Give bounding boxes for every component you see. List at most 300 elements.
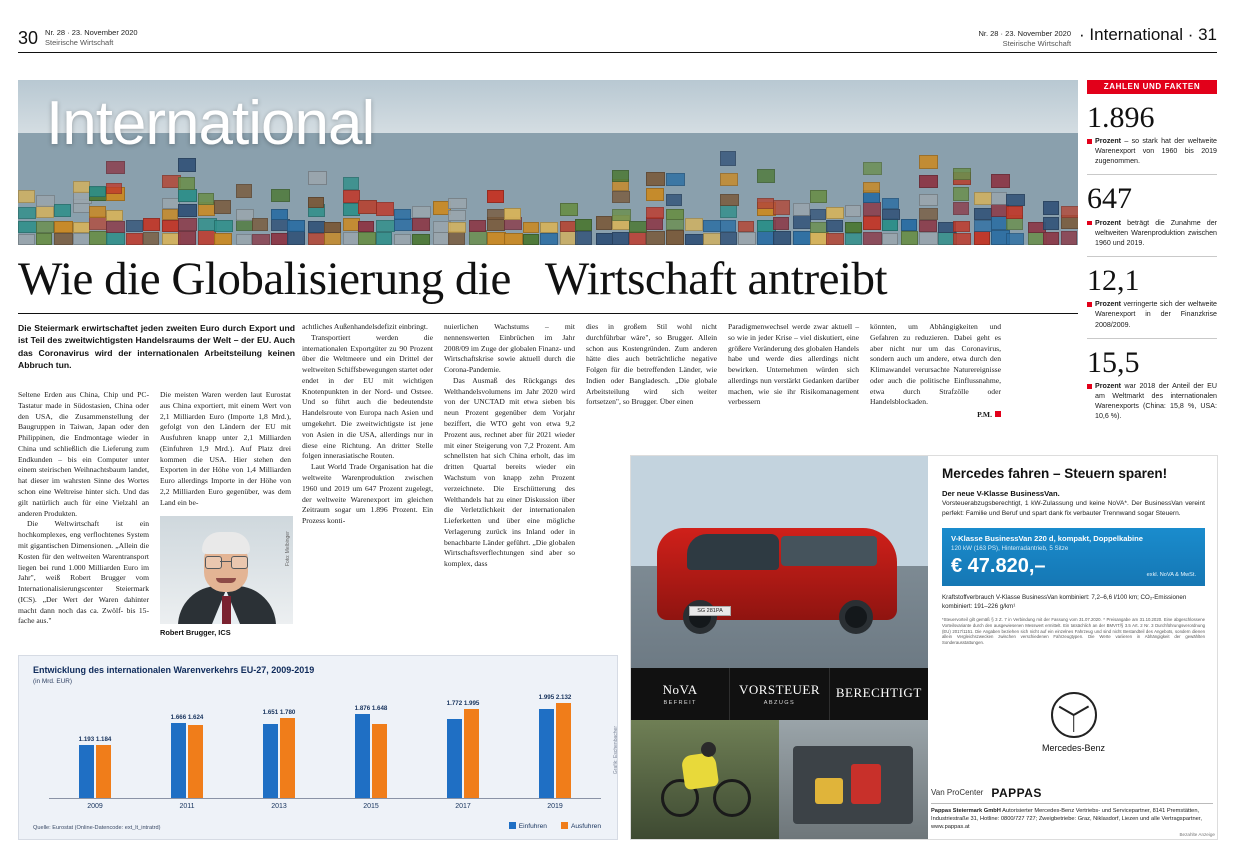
fact-text [1087,136,1217,166]
shipping-container [376,202,394,216]
shipping-container [685,218,703,231]
shipping-container [974,192,993,204]
shipping-container [73,222,90,233]
chart-bar-group [79,745,111,798]
shipping-container [18,234,35,245]
x-axis-label: 2011 [179,803,195,810]
shipping-container [412,234,429,245]
license-plate: SG 281PA [689,606,731,616]
ad-consumption-info: Kraftstoffverbrauch V-Klasse BusinessVan kombiniert: 7,2–6,6 l/100 km; CO₂-Emissionen kombiniert: 191–226 g/km¹ [942,594,1187,610]
ad-price-box [942,528,1205,586]
ad-price-spec: 120 kW (163 PS), Hinterradantrieb, 5 Sitze [951,545,1069,553]
shipping-container [162,220,179,232]
bicycle-wheel-rear [713,779,751,817]
paragraph: achtliches Außenhandelsdefizit einbringt. [302,322,428,331]
paragraph: könnten, um Abhängigkeiten und Gefahren zu reduzieren. Dabei geht es aber nicht nur um das Coronavirus, sondern auch um andere, etwa durch den Klimawandel verursachte Naturereignisse oder auch die politische Einflussnahme, etwa durch Strafzölle oder Handelsblockaden. [870,322,1001,407]
chart-bar-group [539,703,571,798]
bar-ausfuhren [188,725,203,798]
shipping-container [540,233,557,245]
shipping-container [343,177,359,190]
fact-number: 12,1 [1087,263,1140,297]
lead-paragraph: Die Steiermark erwirtschaftet jeden zweiten Euro durch Export und ist Teil des zweitwichtigsten Handelsraums der Welt – der EU. Auch das Coronavirus wird der internationalen Arbeitsteilung keinen Abbruch tun. [18,323,295,371]
bar-ausfuhren [96,745,111,798]
fact-label: Prozent [1095,137,1122,145]
shipping-container [308,233,325,245]
glasses-left-icon [205,556,222,569]
shipping-container [178,218,197,231]
fact-description: verringerte sich der weltweite Warenexport in der Finanzkrise 2008/2009. [1095,300,1217,329]
shipping-container [54,221,73,232]
shipping-container [953,233,972,245]
shipping-container [448,198,466,209]
shipping-container [214,220,233,232]
ad-copy [928,456,1217,839]
shipping-container [793,231,811,245]
shipping-container [343,232,359,245]
shipping-container [919,232,937,245]
shipping-container [18,190,35,203]
fact-label: Prozent [1095,218,1122,227]
shipping-container [106,183,122,195]
shipping-container [394,234,411,245]
shipping-container [974,231,990,245]
shipping-container [523,222,539,233]
publication-line-left: Steirische Wirtschaft [45,38,114,48]
ad-price-title: V-Klasse BusinessVan 220 d, kompakt, Doppelkabine [951,534,1144,544]
shipping-container [720,194,739,206]
bar-einfuhren [355,714,370,798]
shipping-container [612,170,629,182]
shipping-container [901,231,918,245]
shipping-container [773,231,791,245]
chart-bar-group [171,723,203,798]
body-column-5 [586,322,717,408]
shipping-container [953,221,971,233]
badge-vorsteuer [730,668,829,720]
shipping-container [308,197,324,208]
shipping-container [448,231,464,245]
paragraph: Das Ausmaß des Rückgangs des Welthandelsvolumens im Jahr 2020 wird von der UNCTAD mit etwa sieben bis neun Prozent gegenüber dem Vorjahr beziffert, die WTO geht von etwa 9,2 Prozent aus, rechnet aber für 2021 wieder mit einer Steigerung von 7,2 Prozent. Am schnellsten hat sich China erholt, das im dritten Quartal bereits wieder ein Wachstum von knapp zehn Prozent verzeichnete. Die Erschütterung des Welthandels hat zu einer Diskussion über die Verletzlichkeit der internationalen Lieferketten und über eine mögliche Verlagerung zurück ins Inland oder in benachbarte Länder geführt. „Die globalen Wirtschaftsverflechtungen sind aber so komplex, dass [444,375,575,569]
shipping-container [540,222,558,233]
ad-body-text: Vorsteuerabzugsberechtigt, 1 kW-Zulassung und keine NoVA*. Der BusinessVan vereint perfekt: Familie und Beruf und spart dank fix verbauter Trennwand sogar Steuern. [942,500,1205,517]
shipping-container [271,189,290,202]
chart-source: Quelle: Eurostat (Online-Datencode: ext_lt_intratrd) [33,825,161,831]
shipping-container [178,158,195,172]
ad-price-value: € 47.820,– [951,555,1046,578]
shipping-container [575,231,592,245]
page-title [18,252,1078,306]
publication-line-right: Steirische Wirtschaft [1002,39,1072,49]
shipping-container [236,219,254,232]
section-label-right: · International · 31 [1079,25,1217,44]
ad-credit: Bezahlte Anzeige [1179,832,1215,837]
shipping-container [773,217,789,231]
facts-box [1087,80,1217,421]
shipping-container [343,190,359,203]
shipping-container [504,208,520,220]
shipping-container [487,209,504,220]
paragraph: dies in großem Stil wohl nicht durchführbar wäre", so Brugger. Allein schon aus Kostengründen. Zum anderen hätte dies auch beträchtliche negative Folgen für die betreffenden Länder, wie Indien oder Bangladesch. „Die globale Arbeitsteilung wird sich weiter fortsetzen", so Brugger. Über einen [586,322,717,407]
portrait-hair [202,532,250,554]
ad-cargo-photo [779,720,928,839]
badge-title: NoVA [662,682,698,697]
shipping-container [991,192,1007,204]
shipping-container [469,230,487,245]
glasses-bridge-icon [220,561,231,562]
shipping-container [143,218,160,231]
yellow-case [815,778,843,804]
body-column-6 [728,322,859,408]
shipping-container [448,222,465,233]
shipping-container [106,161,124,174]
paragraph: Die meisten Waren werden laut Eurostat aus China exportiert, mit einem Wert von 2,1 Milliarden Euro (Importe 1,8 Mrd.), gefolgt von den Ländern der EU mit Ausfuhren knapp unter 2,1 Milliarden (Einfuhren 1,9 Mrd.). Auf Platz drei kommen die USA. Hier stehen den Exporten in der Höhe von 1,4 Milliarden Euro allerdings Importe in der Höhe von 2,2 Milliarden Euro gegenüber, was dem Land ein be- [160,390,291,507]
shipping-container [198,193,214,205]
shipping-container [178,189,197,202]
portrait-photo [160,516,293,624]
dealer-brands [931,786,1213,804]
body-column-7 [870,322,1001,421]
shipping-container [882,198,900,209]
bar-einfuhren [79,745,94,798]
glasses-right-icon [231,556,248,569]
shipping-container [487,190,504,203]
bar-value-label: 1.876 1.648 [354,705,388,712]
paragraph: Transportiert werden die internationalen Exportgüter zu 90 Prozent über die Weltmeere und ein Drittel der weltweiten Schiffsbewegungen startet oder endet in der EU mit wichtigen Knotenpunkten in der Nord- und Ostsee. Und so führt auch die bedeutendste Handelsroute von Europa nach Asien und umgekehrt. Die zweitwichtigste ist jene von Asien in die USA, allerdings nur in diese eine Richtung. An dritter Stelle folgen innerasiatische Routen. [302,332,433,461]
fact-text [1087,299,1217,329]
shipping-container [953,168,971,180]
bar-value-label: 1.651 1.780 [262,709,296,717]
legend-entry-export [561,822,601,830]
bar-value-label: 1.995 2.132 [538,693,572,701]
hero-image [18,80,1078,245]
x-axis-label: 2015 [363,803,379,810]
ad-vehicle-photo [631,456,928,668]
folio-left: 30 [18,28,39,48]
shipping-container [126,233,143,245]
fact-label: Prozent [1095,382,1122,391]
badge-title: VORSTEUER [738,682,821,697]
shipping-container [845,222,862,233]
shipping-container [126,220,143,232]
shipping-container [685,234,704,245]
body-column-2 [160,390,291,509]
shipping-container [412,206,430,218]
ad-cyclist-photo [631,720,779,839]
van-windshield [687,534,779,570]
badge-title: BERECHTIGT [835,685,922,700]
legend-swatch-export-icon [561,822,568,829]
shipping-container [178,231,195,245]
x-axis-label: 2013 [271,803,287,810]
shipping-container [236,234,252,245]
hero-title: International [46,89,375,158]
ad-price-note: exkl. NoVA & MwSt. [1146,572,1196,579]
shipping-container [646,231,665,245]
paragraph: Die Weltwirtschaft ist ein hochkomplexes, eng verflochtenes System mit gigantischen Dimensionen. „Allein die Kosten für den weltweiten Warentransport liegen bei rund 1.000 Milliarden Euro im Jahr", weiß Robert Brugger vom Internationalisierungscenter Steiermark (ICS). „Der Wert der Waren dahinter macht dann noch das ca. Zwölf- bis 15-fache aus." [18,519,149,626]
shipping-container [646,172,665,186]
red-toolbox [851,764,881,804]
shipping-container [394,209,410,220]
shipping-container [629,221,647,232]
shipping-container [308,221,325,232]
bar-einfuhren [539,709,554,798]
shipping-container [287,230,305,245]
badge-subtitle: BEFREIT [663,700,697,706]
shipping-container [54,204,71,217]
fact-item [1087,175,1217,248]
shipping-container [287,220,305,232]
advertisement[interactable] [630,455,1218,840]
fact-description: beträgt die Zunahme der weltweiten Warenproduktion zwischen 1960 und 2019. [1095,218,1217,247]
facts-box-header: ZAHLEN UND FAKTEN [1087,80,1217,94]
shipping-container [720,205,737,218]
chart-credit: Grafik: Eschenbacher [613,726,619,775]
portrait-mouth [216,578,236,583]
shipping-container [974,220,992,232]
shipping-container [252,234,270,246]
shipping-container [448,210,465,221]
shipping-container [863,202,881,216]
shipping-container [308,171,327,185]
shipping-container [901,219,917,232]
author-signature: P.M. [977,410,992,420]
body-column-3 [302,322,433,527]
chart-bar-group [355,714,387,798]
headline-rule [18,313,1078,314]
running-head-right [978,25,1217,49]
badge-nova [631,668,730,720]
shipping-container [358,232,376,245]
bar-ausfuhren [464,709,479,798]
shipping-container [73,181,90,193]
shipping-container [793,215,810,230]
x-axis-label: 2017 [455,803,471,810]
shipping-container [810,190,827,203]
shipping-container [358,200,376,214]
shipping-container [1006,194,1024,206]
shipping-container [54,233,72,245]
shipping-container [863,162,882,175]
shipping-container [826,220,842,232]
shipping-container [358,221,374,233]
mercedes-logo-block [928,692,1218,753]
shipping-container [826,233,844,245]
bar-value-label: 1.666 1.624 [170,714,204,722]
shipping-container [36,233,52,245]
shipping-container [882,209,900,220]
paragraph: nuierlichen Wachstums – mit nennenswerten Einbrüchen im Jahr 2008/09 im Zuge der globalen Finanz- und Wirtschaftskrise sowie aktuell durch die Corona-Pandemie. [444,322,575,375]
shipping-container [1043,201,1059,215]
ad-fine-print: *Steuervorteil gilt gemäß § 3 Z. 7 in Verbindung mit der Fassung vom 31.07.2020. * Preisangabe am 31.10.2020. Eine abgeschlossene Vorteilsvariante durch den ausgewiesenen Messwert ermittelt. Ein tatsächlich an der BMVIT/§ 3.5 Art. 2 Nr. 3 Durchführungsverordnung (EU) 2017/1151. Die Angaben beziehen sich nicht auf ein einzelnes Fahrzeug und sind nicht Bestandteil des Angebots, sondern dienen allein Vergleichszwecken zwischen verschiedenen Fahrzeugtypen. Die Werte variieren in Abhängigkeit der gewählten Sonderausstattungen. [942,617,1205,645]
x-axis-label: 2009 [87,803,103,810]
shipping-container [991,174,1009,187]
fact-description: war 2018 der Anteil der EU am Weltmarkt des internationalen Warenexports (China: 15,8 %, USA: 10,6 %). [1095,382,1217,421]
shipping-container [845,205,862,218]
shipping-container [596,216,613,230]
chart-legend [509,822,601,830]
issue-line-right: Nr. 28 · 23. November 2020 [978,29,1072,38]
shipping-container [757,169,775,183]
shipping-container [720,232,738,245]
dealer-name: Pappas Steiermark GmbH [931,807,1001,814]
shipping-container [863,182,880,194]
fact-number: 1.896 [1087,100,1155,134]
shipping-container [162,198,180,209]
shipping-container [1006,206,1023,218]
headline-part-1: Wie die Globalisierung die [18,253,511,305]
ad-badges [631,668,928,720]
x-axis-label: 2019 [547,803,563,810]
shipping-container [1043,232,1060,245]
shipping-container [504,233,523,245]
shipping-container [612,191,629,204]
shipping-container [703,233,721,245]
bar-value-label: 1.193 1.184 [78,735,112,743]
bar-einfuhren [171,723,186,798]
fact-item [1087,339,1217,422]
chart-bar-group [447,709,479,798]
shipping-container [1061,206,1078,218]
bar-einfuhren [263,724,278,798]
chart-plot-area [49,693,601,810]
legend-swatch-import-icon [509,822,516,829]
shipping-container [720,220,736,232]
shipping-container [1061,231,1078,245]
running-head-left [18,28,138,48]
shipping-container [271,233,289,245]
chart-subtitle: (in Mrd. EUR) [33,678,73,685]
shipping-container [863,216,881,230]
chart-figure [18,655,618,840]
shipping-container [89,186,106,197]
bar-ausfuhren [372,724,387,798]
dealer-details: Autorisierter Mercedes-Benz Vertriebs- und Servicepartner, 8141 Premstätten, Industriestraße 31, Hotline: 0800/727 727; Zweigbetriebe: Graz, Niklasdorf, Liezen und alle Vertragspartner, www.pappas.at [931,807,1202,830]
portrait-tie [222,596,231,624]
shipping-container [18,221,37,232]
shipping-container [89,206,106,218]
portrait-caption: Robert Brugger, ICS [160,628,231,637]
shipping-container [666,194,682,206]
running-head-left-text [45,28,138,48]
shipping-container [73,233,90,245]
paragraph: Laut World Trade Organisation hat die weltweite Warenproduktion zwischen 1960 und 2019 um 647 Prozent zugelegt, der weltweite Warenexport im gleichen Zeitraum sogar um 1.896 Prozent. Ein Prozess konti- [302,462,433,526]
shipping-container [919,220,936,232]
fact-text [1087,381,1217,421]
shipping-container [560,203,578,216]
shipping-container [646,188,664,202]
bar-ausfuhren [280,718,295,798]
shipping-container [666,209,684,220]
running-head-right-text [978,29,1071,49]
mercedes-brand-name: Mercedes-Benz [1041,743,1106,753]
shipping-container [974,208,992,220]
shipping-container [666,230,684,245]
shipping-container [324,222,341,233]
fact-item [1087,257,1217,330]
shipping-container [36,221,53,232]
shipping-container [376,232,392,245]
body-column-4 [444,322,575,570]
ad-headline: Mercedes fahren – Steuern sparen! [942,466,1168,481]
shipping-container [845,233,862,245]
shipping-container [487,232,505,245]
fact-number: 647 [1087,182,1132,216]
bar-ausfuhren [556,703,571,798]
shipping-container [271,209,288,220]
shipping-container [1043,217,1060,231]
bar-value-label: 1.772 1.995 [446,699,480,707]
shipping-container [106,210,122,221]
shipping-container [1006,233,1024,245]
shipping-container [612,209,630,220]
mercedes-star-icon [1051,692,1097,738]
badge-subtitle: ABZUGS [763,700,796,706]
shipping-container [575,219,592,232]
shipping-container [162,209,178,220]
shipping-container [18,207,36,219]
shipping-container [720,151,736,166]
shipping-container [882,233,898,245]
shipping-container [178,204,196,217]
shipping-container [919,208,937,220]
headline-part-2: Wirtschaft antreibt [544,253,888,305]
shipping-container [919,175,938,188]
fact-number: 15,5 [1087,345,1140,379]
pappas-logo: PAPPAS [991,785,1042,800]
bar-einfuhren [447,719,462,798]
shipping-container [596,233,613,245]
shipping-container [703,220,721,232]
fact-text [1087,218,1217,248]
ad-dealer-block [931,786,1213,831]
chart-x-axis [49,798,601,799]
shipping-container [773,200,790,214]
shipping-container [106,232,125,245]
chart-title: Entwicklung des internationalen Warenverkehrs EU-27, 2009-2019 [33,665,315,675]
ad-subheadline: Der neue V-Klasse BusinessVan. [942,489,1060,498]
shipping-container [738,232,756,245]
body-column-1 [18,390,149,627]
shipping-container [412,218,430,231]
dealer-address [931,807,1213,831]
legend-label-export: Ausfuhren [570,823,601,830]
shipping-container [89,231,108,245]
paragraph: Paradigmenwechsel werde zwar aktuell – so wie in jeder Krise – viel diskutiert, eine größere Veränderung des globalen Handels habe und werde dies allerdings nicht bewirken. Unternehmen würden sich allerdings nun verstärkt Gedanken darüber machen, wie sie ihr Risikomanagement verbessern [728,322,859,407]
shipping-container [469,220,486,232]
shipping-container [252,218,269,231]
shipping-container [810,209,826,220]
paragraph: Seltene Erden aus China, Chip und PC-Tastatur made in Südostasien, China oder den USA, die Zusammenstellung der Baugruppen in Taiwan, Japan oder den Philippinen, die Endmontage wieder in China und schließlich die Lieferung zum Endkunden – bis ein Computer unter einem steirischen Weihnachtsbaum landet, hat dieser im wahrsten Sinne des Wortes schon eine Weltreise hinter sich. Und das gilt natürlich auch für eine Vielzahl an anderen Produkten. [18,390,149,518]
chart-bar-group [263,718,295,798]
shipping-container [106,221,124,233]
van-side-window [781,536,877,566]
fact-description: – so stark hat der weltweite Warenexport von 1960 bis 2019 zugenommen. [1095,137,1217,166]
shipping-container [612,232,629,245]
shipping-container [36,195,55,207]
shipping-container [214,233,232,245]
shipping-container [236,184,252,199]
shipping-container [919,194,938,206]
fact-label: Prozent [1095,300,1122,309]
shipping-container [523,234,540,245]
end-marker-icon [995,411,1001,417]
cyclist-body [681,752,719,790]
fact-item [1087,94,1217,167]
shipping-container [953,202,969,216]
legend-entry-import [509,822,547,830]
legend-label-import: Einfuhren [518,823,547,830]
cyclist-helmet [701,742,716,757]
